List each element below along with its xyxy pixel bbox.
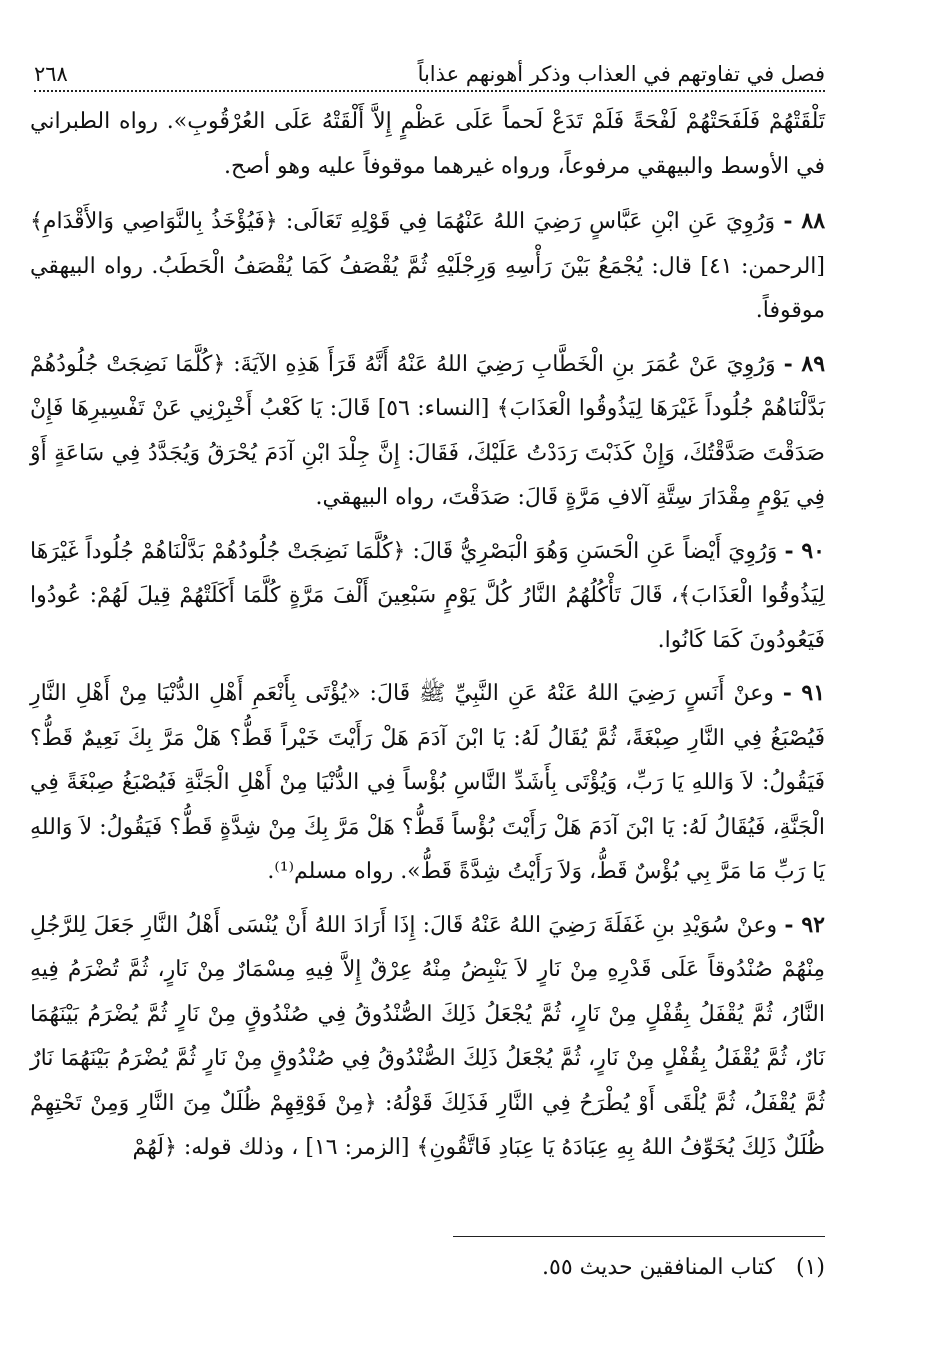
- hadith-number: ٨٩ -: [783, 350, 826, 377]
- hadith-90: [30, 529, 825, 664]
- footnote: [300, 1248, 825, 1288]
- running-header: [34, 50, 825, 92]
- footnote-text: كتاب المنافقين حديث ٥٥.: [542, 1255, 775, 1280]
- hadith-number: ٩٢ -: [784, 911, 825, 938]
- running-title: فصل في تفاوتهم في العذاب وذكر أهونهم عذاباً: [417, 62, 825, 86]
- page-number: ٢٦٨: [34, 62, 68, 86]
- hadith-number: ٨٨ -: [783, 208, 826, 234]
- paragraph-text: تَلْقَتْهُمْ فَلَفَحَتْهُمْ لَفْحَةً فَلَمْ تَدَعْ لَحماً عَلَى عَظْمٍ إِلاَّ أَلْقَتْهُ عَلَى العُرْقُوبِ». رواه الطبراني في الأوسط والبيهقي مرفوعاً، ورواه غيرهما موقوفاً عليه وهو أصح.: [30, 109, 825, 179]
- hadith-number: ٩١ -: [782, 680, 826, 706]
- hadith-91: [30, 671, 825, 895]
- paragraph-text: وعنْ أَنَسٍ رَضِيَ اللهُ عَنْهُ عَنِ النَّبِيِّ ﷺ قَالَ: «يُؤْتَى بِأَنْعَمِ أَهْلِ الدُّنْيَا مِنْ أَهْلِ النَّارِ فَيُصْبَغُ فِي النَّارِ صِبْغَةً، ثُمَّ يُقَالُ لَهُ: يَا ابْنَ آدَمَ هَلْ رَأَيْتَ خَيْراً قَطُّ؟ هَلْ مَرَّ بِكَ نَعِيمٌ قَطُّ؟ فَيَقُولُ: لاَ وَاللهِ يَا رَبِّ، وَيُؤْتَى بِأَشَدِّ النَّاسِ بُؤْساً فِي الدُّنْيَا مِنْ أَهْلِ الْجَنَّةِ فَيُصْبَغُ صِبْغَةً فِي الْجَنَّةِ، فَيُقَالُ لَهُ: يَا ابْنَ آدَمَ هَلْ رَأَيْتَ بُؤْساً قَطُّ؟ هَلْ مَرَّ بِكَ مِنْ شِدَّةٍ قَطُّ؟ فَيَقُولُ: لاَ وَاللهِ يَا رَبِّ مَا مَرَّ بِي بُؤْسٌ قَطُّ، وَلاَ رَأَيْتُ شِدَّةً قَطُّ». رواه مسلم⁽¹⁾.: [30, 681, 825, 884]
- hadith-number: ٩٠ -: [784, 537, 825, 564]
- hadith-92: [30, 903, 825, 1171]
- hadith-89: [30, 342, 825, 521]
- paragraph-text: وَرُوِيَ عَنْ عُمَرَ بنِ الْخَطَّابِ رَضِيَ اللهُ عَنْهُ أَنَّهُ قَرَأَ هَذِهِ الآيَةَ: ﴿كُلَّمَا نَضِجَتْ جُلُودُهُمْ بَدَّلْنَاهُمْ جُلُوداً غَيْرَهَا لِيَذُوقُوا الْعَذَابَ﴾ [النساء: ٥٦] قَالَ: يَا كَعْبُ أَخْبِرْنِي عَنْ تَفْسِيرِهَا فَإِنْ صَدَقْتَ صَدَّقْتُكَ، وَإِنْ كَذَبْتَ رَدَدْتُ عَلَيْكَ، فَقَالَ: إِنَّ جِلْدَ ابْنِ آدَمَ يُحْرَقُ وَيُجَدَّدُ فِي سَاعَةٍ أَوْ فِي يَوْمٍ مِقْدَارَ سِتَّةِ آلافِ مَرَّةٍ قَالَ: صَدَقْتَ، رواه البيهقي.: [30, 351, 826, 510]
- paragraph-text: وَرُوِيَ عَنِ ابْنِ عَبَّاسٍ رَضِيَ اللهُ عَنْهُمَا فِي قَوْلِهِ تَعَالَى: ﴿فَيُؤْخَذُ بِالنَّوَاصِي وَالأَقْدَامِ﴾ [الرحمن: ٤١] قال: يُجْمَعُ بَيْنَ رَأْسِهِ وَرِجْلَيْهِ ثُمَّ يُقْصَفُ كَمَا يُقْصَفُ الْحَطَبُ. رواه البيهقي موقوفاً.: [30, 209, 825, 323]
- paragraph-text: وعنْ سُوَيْدِ بنِ غَفَلَةَ رَضِيَ اللهُ عَنْهُ قَالَ: إِذَا أَرَادَ اللهُ أَنْ يُنْسَى أَهْلُ النَّارِ جَعَلَ لِلرَّجُلِ مِنْهُمْ صُنْدُوقاً عَلَى قَدْرِهِ مِنْ نَارٍ لاَ يَنْبِضُ مِنْهُ عِرْقٌ إِلاَّ فِيهِ مِسْمَارٌ مِنْ نَارٍ، ثُمَّ تُضْرَمُ فِيهِ النَّارُ، ثُمَّ يُقْفَلُ بِقُفْلٍ مِنْ نَارٍ، ثُمَّ يُجْعَلُ ذَلِكَ الصُّنْدُوقُ فِي صُنْدُوقٍ مِنْ نَارٍ ثُمَّ يُضْرَمُ بَيْنَهُمَا نَارٌ، ثُمَّ يُقْفَلُ بِقُفْلٍ مِنْ نَارٍ، ثُمَّ يُجْعَلُ ذَلِكَ الصُّنْدُوقُ فِي صُنْدُوقٍ مِنْ نَارٍ ثُمَّ يُضْرَمُ بَيْنَهُمَا نَارٌ ثُمَّ يُقْفَلُ، ثُمَّ يُلْقَى أَوْ يُطْرَحُ فِي النَّارِ فَذَلِكَ قَوْلُهُ: ﴿مِنْ فَوْقِهِمْ ظُلَلٌ مِنَ النَّارِ وَمِنْ تَحْتِهِمْ ظُلَلٌ ذَلِكَ يُخَوِّفُ اللهُ بِهِ عِبَادَهُ يَا عِبَادِ فَاتَّقُونِ﴾ [الزمر: ١٦] ، وذلك قوله: ﴿لَهُمْ: [30, 912, 825, 1160]
- footnote-marker: (١): [795, 1255, 825, 1280]
- footnote-divider: [453, 1236, 825, 1237]
- paragraph-continuation: [30, 100, 825, 189]
- hadith-88: [30, 199, 825, 334]
- main-text: [30, 100, 825, 1179]
- paragraph-text: وَرُوِيَ أَيْضاً عَنِ الْحَسَنِ وَهُوَ الْبَصْرِيُّ قَالَ: ﴿كُلَّمَا نَضِجَتْ جُلُودُهُمْ بَدَّلْنَاهُمْ جُلُوداً غَيْرَهَا لِيَذُوقُوا الْعَذَابَ﴾، قَالَ تَأْكُلُهُمُ النَّارُ كُلَّ يَوْمٍ سَبْعِينَ أَلْفَ مَرَّةٍ كُلَّمَا أَكَلَتْهُمْ قِيلَ لَهُمْ: عُودُوا فَيَعُودُونَ كَمَا كَانُوا.: [30, 538, 825, 653]
